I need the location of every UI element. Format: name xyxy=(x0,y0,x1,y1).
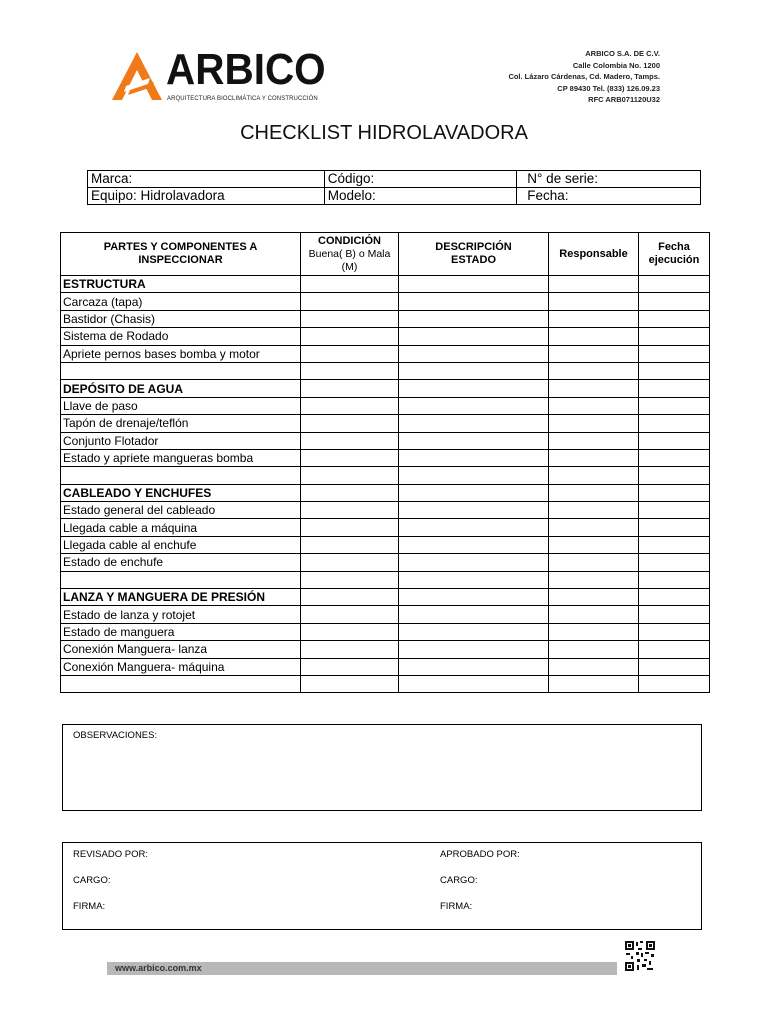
field-fecha[interactable]: Fecha: xyxy=(517,188,701,205)
date-cell[interactable] xyxy=(639,502,710,519)
date-cell[interactable] xyxy=(639,606,710,623)
responsible-cell[interactable] xyxy=(549,415,639,432)
checklist-row xyxy=(61,606,710,623)
qr-code-icon xyxy=(624,940,656,972)
condition-cell[interactable] xyxy=(301,658,399,675)
date-cell[interactable] xyxy=(639,623,710,640)
checklist-row xyxy=(61,554,710,571)
header-condition xyxy=(301,233,399,276)
checklist-row xyxy=(61,449,710,466)
condition-cell[interactable] xyxy=(301,519,399,536)
header-condition-note: Buena( B) o Mala (M) xyxy=(308,247,391,273)
company-street: Calle Colombia No. 1200 xyxy=(572,60,660,70)
item-cell: CABLEADO Y ENCHUFES xyxy=(61,484,301,501)
observations-label: OBSERVACIONES: xyxy=(73,730,158,741)
reviewed-by-label: REVISADO POR: xyxy=(73,849,148,860)
logo-tagline: ARQUITECTURA BIOCLIMÁTICA Y CONSTRUCCIÓN xyxy=(167,96,318,102)
responsible-cell[interactable] xyxy=(549,536,639,553)
responsible-cell[interactable] xyxy=(549,293,639,310)
date-cell[interactable] xyxy=(639,328,710,345)
checklist-table xyxy=(60,232,710,693)
responsible-cell[interactable] xyxy=(549,589,639,606)
observations-box[interactable] xyxy=(62,724,702,811)
date-cell[interactable] xyxy=(639,293,710,310)
checklist-row xyxy=(61,328,710,345)
responsible-cell[interactable] xyxy=(549,658,639,675)
header-parts: PARTES Y COMPONENTES A INSPECCIONAR xyxy=(61,233,301,276)
condition-cell[interactable] xyxy=(301,432,399,449)
item-cell xyxy=(61,467,301,484)
equipment-info-table xyxy=(87,170,701,205)
checklist-row xyxy=(61,362,710,379)
checklist-row xyxy=(61,658,710,675)
responsible-cell[interactable] xyxy=(549,449,639,466)
description-cell[interactable] xyxy=(399,328,549,345)
description-cell[interactable] xyxy=(399,519,549,536)
item-cell: LANZA Y MANGUERA DE PRESIÓN xyxy=(61,589,301,606)
date-cell[interactable] xyxy=(639,675,710,692)
date-cell[interactable] xyxy=(639,571,710,588)
item-cell: Conexión Manguera- máquina xyxy=(61,658,301,675)
description-cell[interactable] xyxy=(399,293,549,310)
checklist-row xyxy=(61,641,710,658)
date-cell[interactable] xyxy=(639,519,710,536)
item-cell xyxy=(61,675,301,692)
date-cell[interactable] xyxy=(639,589,710,606)
item-cell: Estado general del cableado xyxy=(61,502,301,519)
checklist-body xyxy=(61,276,710,693)
responsible-cell[interactable] xyxy=(549,345,639,362)
reviewer-cargo-label: CARGO: xyxy=(73,875,111,886)
condition-cell[interactable] xyxy=(301,328,399,345)
description-cell[interactable] xyxy=(399,362,549,379)
company-colony: Col. Lázaro Cárdenas, Cd. Madero, Tamps. xyxy=(508,72,660,81)
description-cell[interactable] xyxy=(399,675,549,692)
condition-cell[interactable] xyxy=(301,276,399,293)
checklist-row xyxy=(61,310,710,327)
date-cell[interactable] xyxy=(639,641,710,658)
company-rfc: RFC ARB071120U32 xyxy=(588,95,660,104)
section-row xyxy=(61,380,710,397)
description-cell[interactable] xyxy=(399,606,549,623)
responsible-cell[interactable] xyxy=(549,641,639,658)
item-cell: DEPÓSITO DE AGUA xyxy=(61,380,301,397)
responsible-cell[interactable] xyxy=(549,362,639,379)
item-cell: Carcaza (tapa) xyxy=(61,293,301,310)
responsible-cell[interactable] xyxy=(549,276,639,293)
condition-cell[interactable] xyxy=(301,449,399,466)
logo-wordmark: ARBICO xyxy=(166,45,326,94)
footer-bar xyxy=(107,962,617,975)
header-responsible: Responsable xyxy=(549,233,639,276)
description-cell[interactable] xyxy=(399,536,549,553)
item-cell: Conexión Manguera- lanza xyxy=(61,641,301,658)
item-cell: ESTRUCTURA xyxy=(61,276,301,293)
item-cell: Estado y apriete mangueras bomba xyxy=(61,449,301,466)
description-cell[interactable] xyxy=(399,380,549,397)
description-cell[interactable] xyxy=(399,502,549,519)
date-cell[interactable] xyxy=(639,658,710,675)
condition-cell[interactable] xyxy=(301,641,399,658)
condition-cell[interactable] xyxy=(301,554,399,571)
condition-cell[interactable] xyxy=(301,571,399,588)
date-cell[interactable] xyxy=(639,362,710,379)
checklist-row xyxy=(61,571,710,588)
field-modelo[interactable]: Modelo: xyxy=(324,188,517,205)
responsible-cell[interactable] xyxy=(549,571,639,588)
condition-cell[interactable] xyxy=(301,536,399,553)
date-cell[interactable] xyxy=(639,380,710,397)
footer-url[interactable]: www.arbico.com.mx xyxy=(115,963,202,973)
description-cell[interactable] xyxy=(399,554,549,571)
section-row xyxy=(61,484,710,501)
header-description: DESCRIPCIÓN ESTADO xyxy=(399,233,549,276)
description-cell[interactable] xyxy=(399,415,549,432)
condition-cell[interactable] xyxy=(301,623,399,640)
item-cell: Apriete pernos bases bomba y motor xyxy=(61,345,301,362)
description-cell[interactable] xyxy=(399,571,549,588)
date-cell[interactable] xyxy=(639,276,710,293)
description-cell[interactable] xyxy=(399,397,549,414)
checklist-row xyxy=(61,623,710,640)
field-equipo[interactable]: Equipo: Hidrolavadora xyxy=(88,188,325,205)
description-cell[interactable] xyxy=(399,623,549,640)
description-cell[interactable] xyxy=(399,432,549,449)
description-cell[interactable] xyxy=(399,276,549,293)
item-cell: Estado de enchufe xyxy=(61,554,301,571)
approved-by-label: APROBADO POR: xyxy=(440,849,520,860)
checklist-row xyxy=(61,467,710,484)
company-address-block xyxy=(508,48,660,106)
approver-firma-label: FIRMA: xyxy=(440,901,473,912)
item-cell xyxy=(61,362,301,379)
item-cell: Conjunto Flotador xyxy=(61,432,301,449)
field-codigo[interactable]: Código: xyxy=(324,171,517,188)
section-row xyxy=(61,276,710,293)
item-cell: Sistema de Rodado xyxy=(61,328,301,345)
responsible-cell[interactable] xyxy=(549,519,639,536)
checklist-row xyxy=(61,675,710,692)
description-cell[interactable] xyxy=(399,658,549,675)
responsible-cell[interactable] xyxy=(549,432,639,449)
condition-cell[interactable] xyxy=(301,415,399,432)
header-date: Fecha ejecución xyxy=(639,233,710,276)
checklist-row xyxy=(61,519,710,536)
item-cell: Estado de manguera xyxy=(61,623,301,640)
date-cell[interactable] xyxy=(639,467,710,484)
date-cell[interactable] xyxy=(639,345,710,362)
item-cell: Tapón de drenaje/teflón xyxy=(61,415,301,432)
responsible-cell[interactable] xyxy=(549,502,639,519)
responsible-cell[interactable] xyxy=(549,310,639,327)
description-cell[interactable] xyxy=(399,449,549,466)
description-cell[interactable] xyxy=(399,310,549,327)
condition-cell[interactable] xyxy=(301,467,399,484)
reviewer-firma-label: FIRMA: xyxy=(73,901,106,912)
date-cell[interactable] xyxy=(639,554,710,571)
checklist-row xyxy=(61,536,710,553)
responsible-cell[interactable] xyxy=(549,397,639,414)
company-phone: CP 89430 Tel. (833) 126.09.23 xyxy=(557,83,660,93)
condition-cell[interactable] xyxy=(301,293,399,310)
header-condition-title: CONDICIÓN xyxy=(318,234,381,247)
item-cell: Llegada cable a máquina xyxy=(61,519,301,536)
condition-cell[interactable] xyxy=(301,589,399,606)
checklist-row xyxy=(61,502,710,519)
condition-cell[interactable] xyxy=(301,380,399,397)
date-cell[interactable] xyxy=(639,484,710,501)
checklist-row xyxy=(61,415,710,432)
description-cell[interactable] xyxy=(399,641,549,658)
checklist-row xyxy=(61,397,710,414)
responsible-cell[interactable] xyxy=(549,484,639,501)
document-title: CHECKLIST HIDROLAVADORA xyxy=(240,122,528,144)
condition-cell[interactable] xyxy=(301,310,399,327)
responsible-cell[interactable] xyxy=(549,328,639,345)
arbico-logo-icon xyxy=(108,50,166,102)
item-cell: Llave de paso xyxy=(61,397,301,414)
condition-cell[interactable] xyxy=(301,345,399,362)
section-row xyxy=(61,589,710,606)
item-cell: Bastidor (Chasis) xyxy=(61,310,301,327)
condition-cell[interactable] xyxy=(301,397,399,414)
responsible-cell[interactable] xyxy=(549,675,639,692)
checklist-row xyxy=(61,293,710,310)
signature-box xyxy=(62,842,702,930)
responsible-cell[interactable] xyxy=(549,554,639,571)
responsible-cell[interactable] xyxy=(549,606,639,623)
date-cell[interactable] xyxy=(639,449,710,466)
condition-cell[interactable] xyxy=(301,362,399,379)
description-cell[interactable] xyxy=(399,467,549,484)
responsible-cell[interactable] xyxy=(549,467,639,484)
condition-cell[interactable] xyxy=(301,502,399,519)
date-cell[interactable] xyxy=(639,415,710,432)
description-cell[interactable] xyxy=(399,345,549,362)
description-cell[interactable] xyxy=(399,484,549,501)
company-name: ARBICO S.A. DE C.V. xyxy=(585,49,660,58)
date-cell[interactable] xyxy=(639,536,710,553)
checklist-row xyxy=(61,345,710,362)
condition-cell[interactable] xyxy=(301,675,399,692)
approver-cargo-label: CARGO: xyxy=(440,875,478,886)
item-cell: Llegada cable al enchufe xyxy=(61,536,301,553)
checklist-row xyxy=(61,432,710,449)
description-cell[interactable] xyxy=(399,589,549,606)
field-serie[interactable]: N° de serie: xyxy=(517,171,701,188)
field-marca[interactable]: Marca: xyxy=(88,171,325,188)
responsible-cell[interactable] xyxy=(549,623,639,640)
date-cell[interactable] xyxy=(639,432,710,449)
date-cell[interactable] xyxy=(639,397,710,414)
condition-cell[interactable] xyxy=(301,606,399,623)
item-cell: Estado de lanza y rotojet xyxy=(61,606,301,623)
condition-cell[interactable] xyxy=(301,484,399,501)
date-cell[interactable] xyxy=(639,310,710,327)
responsible-cell[interactable] xyxy=(549,380,639,397)
item-cell xyxy=(61,571,301,588)
